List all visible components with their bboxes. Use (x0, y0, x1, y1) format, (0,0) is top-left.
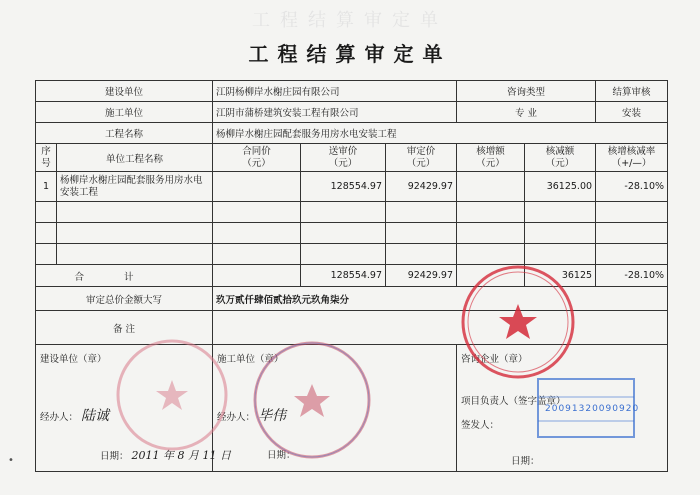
signature-row (36, 345, 668, 472)
total-contract (213, 265, 301, 287)
builder-handler-signature: 毕伟 (258, 408, 287, 424)
project-value: 杨柳岸水榭庄园配套服务用房水电安装工程 (213, 123, 668, 144)
cell-rate: -28.10% (596, 172, 668, 202)
remarks-value (213, 311, 668, 345)
owner-seal-label: 建设单位（章） (40, 354, 107, 365)
approved-amount-label: 审定总价金额大写 (36, 287, 213, 311)
row-builder (36, 102, 668, 123)
col-increase: 核增额 （元） (457, 144, 525, 172)
registration-number: 20091320090920 (545, 404, 640, 414)
cell-seq: 1 (36, 172, 57, 202)
builder-label: 施工单位 (36, 102, 213, 123)
owner-label: 建设单位 (36, 81, 213, 102)
remarks-row (36, 311, 668, 345)
total-submitted: 128554.97 (301, 265, 386, 287)
owner-date (40, 447, 232, 463)
approved-amount-row (36, 287, 668, 311)
cell-increase (457, 172, 525, 202)
empty-row (36, 244, 668, 265)
consult-seal-label: 咨询企业（章） (461, 354, 528, 365)
specialty-label: 专 业 (457, 102, 596, 123)
cell-decrease: 36125.00 (525, 172, 596, 202)
col-rate: 核增核减率 （+/—） (596, 144, 668, 172)
specialty-value: 安装 (596, 102, 668, 123)
owner-date-label: 日期： (100, 451, 129, 462)
cell-contract (213, 172, 301, 202)
owner-value: 江阴杨柳岸水榭庄园有限公司 (213, 81, 457, 102)
builder-signature-block (213, 345, 457, 472)
owner-signature-block (36, 345, 232, 472)
document-title: 工程结算审定单 (248, 42, 452, 66)
builder-handler (217, 405, 452, 425)
cell-approved: 92429.97 (386, 172, 457, 202)
owner-handler (40, 405, 208, 425)
remarks-label: 备 注 (36, 311, 213, 345)
consult-type-label: 咨询类型 (457, 81, 596, 102)
col-decrease: 核减额 （元） (525, 144, 596, 172)
total-increase (457, 265, 525, 287)
col-seq: 序 号 (36, 144, 57, 172)
col-item: 单位工程名称 (57, 144, 213, 172)
consult-signature-block (457, 345, 668, 472)
row-owner (36, 81, 668, 102)
col-submitted: 送审价 （元） (301, 144, 386, 172)
col-approved: 审定价 （元） (386, 144, 457, 172)
empty-row (36, 202, 668, 223)
cell-item: 杨柳岸水榭庄园配套服务用房水电安装工程 (57, 172, 213, 202)
consult-type-value: 结算审核 (596, 81, 668, 102)
builder-date-label: 日期： (267, 450, 296, 461)
cell-submitted: 128554.97 (301, 172, 386, 202)
approved-amount-value: 玖万贰仟肆佰贰拾玖元玖角柒分 (213, 287, 668, 311)
owner-date-value: 2011 年 8 月 11 日 (131, 449, 232, 462)
consult-date-label: 日期： (511, 456, 540, 467)
consult-date (461, 453, 663, 467)
bleed-through-title: 工程结算审定单 (252, 10, 448, 31)
builder-handler-label: 经办人： (217, 412, 256, 423)
col-contract: 合同价 （元） (213, 144, 301, 172)
owner-handler-signature: 陆诚 (81, 408, 110, 424)
settlement-table (35, 80, 668, 472)
total-rate: -28.10% (596, 265, 668, 287)
total-row (36, 265, 668, 287)
builder-date (217, 447, 452, 461)
builder-value: 江阴市蒲桥建筑安装工程有限公司 (213, 102, 457, 123)
row-project (36, 123, 668, 144)
table-row (36, 172, 668, 202)
total-approved: 92429.97 (386, 265, 457, 287)
issuer-label: 签发人： (461, 420, 500, 431)
owner-handler-label: 经办人： (40, 412, 79, 423)
project-lead-label: 项目负责人（签字盖章） (461, 396, 566, 407)
total-decrease: 36125 (525, 265, 596, 287)
empty-row (36, 223, 668, 244)
column-header-row (36, 144, 668, 172)
builder-seal-label: 施工单位（章） (217, 354, 284, 365)
corner-mark: • (8, 455, 14, 466)
total-label: 合计 (36, 265, 213, 287)
project-label: 工程名称 (36, 123, 213, 144)
